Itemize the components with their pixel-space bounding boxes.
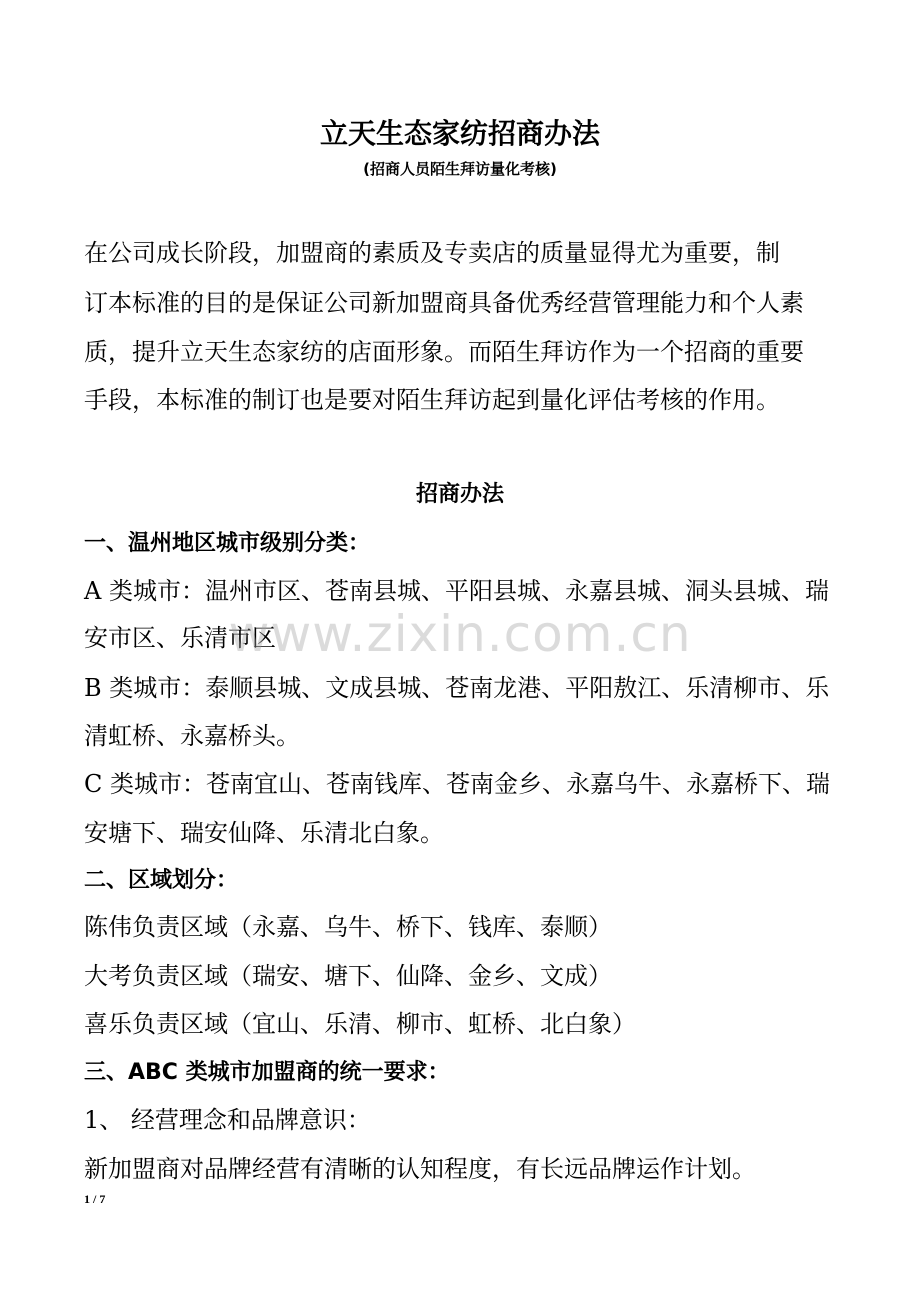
intro-line: 在公司成长阶段，加盟商的素质及专卖店的质量显得尤为重要，制 bbox=[84, 239, 780, 267]
city-class-c-line-2: 安塘下、瑞安仙降、乐清北白象。 bbox=[84, 819, 444, 847]
section-1-heading: 一、温州地区城市级别分类： bbox=[84, 531, 371, 556]
section-2-heading: 二、区域划分： bbox=[84, 868, 239, 893]
requirement-item-1: 1、 经营理念和品牌意识： bbox=[84, 1106, 371, 1134]
city-class-a-line-2: 安市区、乐清市区 bbox=[84, 624, 276, 652]
city-class-b-line-2: 清虹桥、永嘉桥头。 bbox=[84, 722, 300, 750]
document-title: 立天生态家纺招商办法 bbox=[319, 117, 600, 150]
region-assignment: 陈伟负责区域（永嘉、乌牛、桥下、钱库、泰顺） bbox=[84, 913, 612, 941]
region-assignment: 喜乐负责区域（宜山、乐清、柳市、虹桥、北白象） bbox=[84, 1010, 636, 1038]
city-class-a-line-1: A 类城市：温州市区、苍南县城、平阳县城、永嘉县城、洞头县城、瑞 bbox=[84, 577, 829, 605]
intro-line: 手段，本标准的制订也是要对陌生拜访起到量化评估考核的作用。 bbox=[84, 386, 780, 414]
requirement-item-1-text: 新加盟商对品牌经营有清晰的认知程度，有长远品牌运作计划。 bbox=[84, 1155, 756, 1183]
intro-line: 订本标准的目的是保证公司新加盟商具备优秀经营管理能力和个人素 bbox=[84, 289, 804, 317]
section-3-heading: 三、ABC 类城市加盟商的统一要求： bbox=[84, 1060, 450, 1085]
intro-line: 质，提升立天生态家纺的店面形象。而陌生拜访作为一个招商的重要 bbox=[84, 338, 804, 366]
page-number: 1 / 7 bbox=[84, 1192, 106, 1206]
city-class-b-line-1: B 类城市：泰顺县城、文成县城、苍南龙港、平阳敖江、乐清柳市、乐 bbox=[84, 674, 830, 702]
section-heading: 招商办法 bbox=[415, 482, 504, 507]
watermark: www.zixin.com.cn bbox=[228, 605, 692, 663]
region-assignment: 大考负责区域（瑞安、塘下、仙降、金乡、文成） bbox=[84, 962, 612, 990]
city-class-c-line-1: C 类城市：苍南宜山、苍南钱库、苍南金乡、永嘉乌牛、永嘉桥下、瑞 bbox=[84, 770, 830, 798]
document-subtitle: (招商人员陌生拜访量化考核) bbox=[363, 160, 557, 178]
